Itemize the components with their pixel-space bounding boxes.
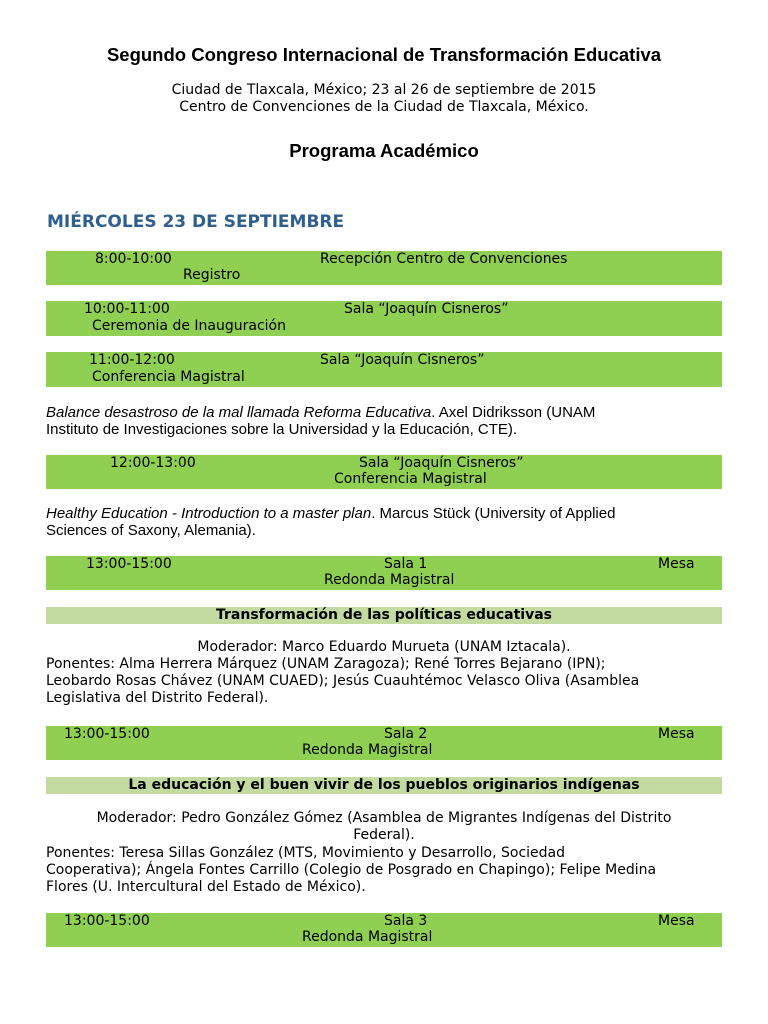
session-activity: Registro [183, 267, 241, 283]
panelists-line: Ponentes: Teresa Sillas González (MTS, Movimiento y Desarrollo, Sociedad [46, 845, 565, 861]
session-type-label: Mesa [658, 726, 695, 742]
day-heading: MIÉRCOLES 23 DE SEPTIEMBRE [47, 212, 345, 232]
session-activity: Redonda Magistral [302, 929, 433, 945]
session-type-label: Mesa [658, 556, 695, 572]
program-heading: Programa Académico [289, 140, 479, 161]
session-place: Sala 1 [384, 556, 428, 572]
session-type-label: Mesa [658, 913, 695, 929]
session-time: 13:00-15:00 [64, 913, 150, 929]
session-bar [46, 726, 722, 760]
session-time: 13:00-15:00 [86, 556, 172, 572]
lecture-speaker: . Marcus Stück (University of Applied [371, 505, 616, 522]
document-title: Segundo Congreso Internacional de Transformación Educativa [106, 44, 662, 65]
lecture-description [46, 404, 722, 438]
moderator-line: Moderador: Pedro González Gómez (Asamblea de Migrantes Indígenas del Distrito [96, 810, 672, 826]
session-place: Sala “Joaquín Cisneros” [344, 301, 509, 317]
session-place: Sala 2 [384, 726, 428, 742]
panelists [46, 656, 722, 707]
session-time: 13:00-15:00 [64, 726, 150, 742]
lecture-title: Balance desastroso de la mal llamada Reforma Educativa [46, 404, 432, 421]
session-activity: Conferencia Magistral [92, 369, 245, 385]
session-bar [46, 251, 722, 285]
session-place: Sala 3 [384, 913, 428, 929]
session-place: Recepción Centro de Convenciones [320, 251, 568, 267]
session-bar [46, 352, 722, 387]
lecture-title: Healthy Education - Introduction to a master plan [46, 505, 372, 522]
moderator-line: Federal). [353, 827, 415, 843]
lecture-description [46, 505, 722, 539]
moderator: Moderador: Marco Eduardo Murueta (UNAM Iztacala). [197, 639, 571, 655]
session-place: Sala “Joaquín Cisneros” [320, 352, 485, 368]
session-time: 12:00-13:00 [110, 455, 196, 471]
session-bar [46, 556, 722, 590]
session-activity: Redonda Magistral [324, 572, 455, 588]
topic-bar: Transformación de las políticas educativas [46, 607, 722, 624]
moderator [46, 810, 722, 844]
session-activity: Conferencia Magistral [334, 471, 487, 487]
event-venue: Centro de Convenciones de la Ciudad de Tlaxcala, México. [179, 99, 589, 115]
session-place: Sala “Joaquín Cisneros” [359, 455, 524, 471]
topic-bar: La educación y el buen vivir de los pueblos originarios indígenas [46, 777, 722, 794]
panelists-line: Ponentes: Alma Herrera Márquez (UNAM Zaragoza); René Torres Bejarano (IPN); [46, 656, 606, 672]
session-time: 10:00-11:00 [84, 301, 170, 317]
session-activity: Ceremonia de Inauguración [92, 318, 286, 334]
lecture-speaker-affiliation: Instituto de Investigaciones sobre la Universidad y la Educación, CTE). [46, 421, 518, 438]
panelists [46, 845, 722, 896]
session-time: 11:00-12:00 [89, 352, 175, 368]
event-location-date: Ciudad de Tlaxcala, México; 23 al 26 de septiembre de 2015 [171, 82, 597, 98]
panelists-line: Flores (U. Intercultural del Estado de México). [46, 879, 366, 895]
lecture-speaker: . Axel Didriksson (UNAM [431, 404, 596, 421]
lecture-speaker-affiliation: Sciences of Saxony, Alemania). [46, 522, 256, 539]
session-activity: Redonda Magistral [302, 742, 433, 758]
panelists-line: Legislativa del Distrito Federal). [46, 690, 269, 706]
session-bar [46, 301, 722, 336]
panelists-line: Cooperativa); Ángela Fontes Carrillo (Colegio de Posgrado en Chapingo); Felipe Medina [46, 862, 657, 878]
session-bar [46, 913, 722, 947]
session-time: 8:00-10:00 [95, 251, 172, 267]
session-bar [46, 455, 722, 489]
panelists-line: Leobardo Rosas Chávez (UNAM CUAED); Jesús Cuauhtémoc Velasco Oliva (Asamblea [46, 673, 640, 689]
